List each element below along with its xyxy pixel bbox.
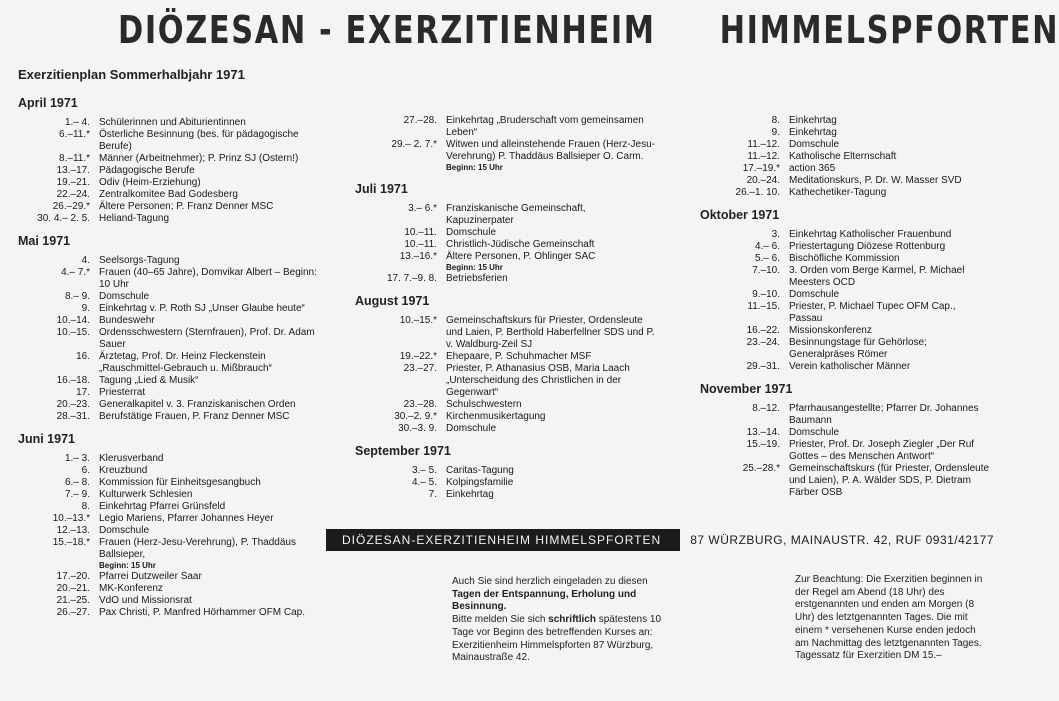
entry-date: 10.–15. xyxy=(56,327,90,338)
entry-date: 10.–15.* xyxy=(399,315,437,326)
entry-date: 29.–31. xyxy=(746,361,780,372)
schedule-entry xyxy=(18,177,318,189)
entry-event xyxy=(99,525,318,537)
schedule-entry xyxy=(18,501,318,513)
entry-event-text: Meditationskurs, P. Dr. W. Masser SVD xyxy=(789,175,962,186)
entry-event-text: Kreuzbund xyxy=(99,465,148,476)
entry-date: 26.–1. 10. xyxy=(735,187,780,198)
entry-date: 9.–10. xyxy=(752,289,780,300)
entry-event-text: Gemeinschaftskurs für Priester, Ordensleute und Laien, P. Berthold Haberfellner SDS und P. v. Waldburg-Zeil SJ xyxy=(446,315,655,350)
entry-date: 17.–20. xyxy=(56,571,90,582)
entry-date: 3. xyxy=(771,229,780,240)
entry-date: 11.–12. xyxy=(747,151,780,162)
entry-event xyxy=(789,301,990,325)
entry-event xyxy=(99,165,318,177)
schedule-entry xyxy=(700,325,990,337)
entry-event xyxy=(446,239,655,251)
entry-event-text: Schülerinnen und Abiturientinnen xyxy=(99,117,246,128)
entry-date: 30.–2. 9.* xyxy=(394,411,437,422)
schedule-entry xyxy=(700,427,990,439)
entry-event xyxy=(789,187,990,199)
entry-date: 9. xyxy=(771,127,780,138)
entry-date: 4.– 6. xyxy=(754,241,780,252)
schedule-entry xyxy=(700,265,990,289)
entry-date: 8. xyxy=(81,501,90,512)
schedule-entry xyxy=(355,363,655,399)
entry-event xyxy=(99,411,318,423)
schedule-entry xyxy=(18,607,318,619)
entry-note: Beginn: 15 Uhr xyxy=(446,163,503,172)
entry-event-text: Heliand-Tagung xyxy=(99,213,170,224)
entry-date: 4.– 7.* xyxy=(61,267,90,278)
entry-event-text: Tagung „Lied & Musik“ xyxy=(99,375,199,386)
schedule-column-3 xyxy=(700,115,990,499)
entry-event xyxy=(789,151,990,163)
entry-date: 7.– 9. xyxy=(64,489,90,500)
entry-event xyxy=(789,127,990,139)
entry-event-text: VdO und Missionsrat xyxy=(99,595,192,606)
schedule-entry xyxy=(18,513,318,525)
entry-event-text: Domschule xyxy=(446,423,497,434)
entry-event xyxy=(99,537,318,571)
entry-date: 6.– 8. xyxy=(64,477,90,488)
entry-event xyxy=(789,229,990,241)
schedule-column-2 xyxy=(355,115,655,501)
entry-event-text: Witwen und alleinstehende Frauen (Herz-Jesu-Verehrung) P. Thaddäus Ballsieper O. Carm. xyxy=(446,139,655,162)
schedule-entry xyxy=(355,465,655,477)
entry-date: 22.–24. xyxy=(56,189,90,200)
entry-event-text: Kulturwerk Schlesien xyxy=(99,489,193,500)
schedule-entry xyxy=(700,187,990,199)
schedule-entry xyxy=(700,463,990,499)
entry-event xyxy=(446,411,655,423)
entry-event xyxy=(99,453,318,465)
entry-event xyxy=(99,327,318,351)
invitation-text xyxy=(452,576,678,665)
entry-event xyxy=(446,273,655,285)
schedule-entry xyxy=(18,201,318,213)
entry-date: 28.–31. xyxy=(56,411,90,422)
schedule-entry xyxy=(18,117,318,129)
entry-date: 23.–28. xyxy=(403,399,437,410)
entry-event xyxy=(99,267,318,291)
schedule-entry xyxy=(700,337,990,361)
schedule-entry xyxy=(700,175,990,187)
entry-event xyxy=(99,595,318,607)
entry-date: 8.–11.* xyxy=(59,153,90,164)
entry-event xyxy=(789,253,990,265)
schedule-entry xyxy=(355,115,655,139)
entry-event xyxy=(99,387,318,399)
entry-event xyxy=(99,189,318,201)
entry-event xyxy=(446,251,655,273)
schedule-entry xyxy=(700,115,990,127)
schedule-entry xyxy=(18,327,318,351)
entry-date: 7.–10. xyxy=(752,265,780,276)
schedule-entry xyxy=(355,489,655,501)
entry-event xyxy=(99,201,318,213)
entry-event xyxy=(446,399,655,411)
entry-event xyxy=(446,465,655,477)
schedule-entry xyxy=(18,153,318,165)
entry-date: 7. xyxy=(428,489,437,500)
schedule-entry xyxy=(18,375,318,387)
entry-date: 13.–17. xyxy=(56,165,90,176)
schedule-entry xyxy=(18,267,318,291)
entry-date: 26.–27. xyxy=(56,607,90,618)
entry-event xyxy=(446,139,655,173)
entry-event-text: Ärztetag, Prof. Dr. Heinz Fleckenstein „Rauschmittel-Gebrauch u. Mißbrauch“ xyxy=(99,351,272,374)
schedule-entry xyxy=(18,477,318,489)
entry-event xyxy=(789,265,990,289)
entry-date: 11.–12. xyxy=(747,139,780,150)
title-left: DIÖZESAN - EXERZITIENHEIM xyxy=(118,8,656,52)
entry-event-text: Franziskanische Gemeinschaft, Kapuzinerpater xyxy=(446,203,586,226)
schedule-entry xyxy=(18,315,318,327)
entry-event-text: Priester, Prof. Dr. Joseph Ziegler „Der Ruf Gottes – des Menschen Antwort“ xyxy=(789,439,975,462)
page-title xyxy=(118,8,1059,58)
entry-event xyxy=(789,241,990,253)
entry-date: 16.–18. xyxy=(56,375,90,386)
schedule-entry xyxy=(18,571,318,583)
entry-date: 1.– 4. xyxy=(64,117,90,128)
schedule-entry xyxy=(700,301,990,325)
schedule-entry xyxy=(18,453,318,465)
entry-event-text: Missionskonferenz xyxy=(789,325,872,336)
schedule-entry xyxy=(355,477,655,489)
entry-event-text: Pax Christi, P. Manfred Hörhammer OFM Cap. xyxy=(99,607,305,618)
entry-event-text: Domschule xyxy=(789,289,840,300)
schedule-entry xyxy=(18,583,318,595)
entry-event-text: Priester, P. Michael Tupec OFM Cap., Passau xyxy=(789,301,956,324)
entry-event xyxy=(789,163,990,175)
schedule-entry xyxy=(18,387,318,399)
registration-highlight: schriftlich xyxy=(548,614,596,626)
entry-event xyxy=(446,351,655,363)
schedule-entry xyxy=(18,291,318,303)
entry-date: 17. 7.–9. 8. xyxy=(386,273,437,284)
month-heading: Mai 1971 xyxy=(18,234,71,248)
schedule-entry xyxy=(355,139,655,173)
entry-event xyxy=(446,477,655,489)
entry-date: 5.– 6. xyxy=(754,253,780,264)
schedule-entry xyxy=(355,315,655,351)
entry-event-text: Ältere Personen; P. Franz Denner MSC xyxy=(99,201,274,212)
entry-note: Beginn: 15 Uhr xyxy=(99,561,156,570)
schedule-entry xyxy=(18,351,318,375)
entry-date: 20.–23. xyxy=(56,399,90,410)
entry-event-text: Domschule xyxy=(99,291,150,302)
entry-event-text: Priester, P. Athanasius OSB, Maria Laach „Unterscheidung des Christlichen in der Gegenwart“ xyxy=(446,363,630,398)
entry-event-text: Pfarrei Dutzweiler Saar xyxy=(99,571,202,582)
entry-event-text: Odiv (Heim-Erziehung) xyxy=(99,177,201,188)
month-heading: Juni 1971 xyxy=(18,432,75,446)
entry-event-text: Priestertagung Diözese Rottenburg xyxy=(789,241,946,252)
entry-event xyxy=(99,399,318,411)
entry-date: 6. xyxy=(81,465,90,476)
schedule-entry xyxy=(18,303,318,315)
entry-event-text: Berufstätige Frauen, P. Franz Denner MSC xyxy=(99,411,290,422)
schedule-entry xyxy=(700,439,990,463)
entry-event-text: Kolpingsfamilie xyxy=(446,477,514,488)
entry-date: 30.–3. 9. xyxy=(398,423,437,434)
entry-event-text: Katholische Elternschaft xyxy=(789,151,897,162)
entry-event-text: Caritas-Tagung xyxy=(446,465,514,476)
entry-event-text: Domschule xyxy=(789,427,840,438)
schedule-entry xyxy=(18,129,318,153)
entry-event xyxy=(99,571,318,583)
entry-event-text: Betriebsferien xyxy=(446,273,508,284)
entry-date: 8.–12. xyxy=(752,403,780,414)
entry-event-text: Frauen (Herz-Jesu-Verehrung), P. Thaddäus Ballsieper, xyxy=(99,537,296,560)
entry-date: 23.–24. xyxy=(746,337,780,348)
entry-date: 3.– 5. xyxy=(411,465,437,476)
entry-event xyxy=(99,583,318,595)
entry-event xyxy=(99,315,318,327)
entry-event-text: Einkehrtag Pfarrei Grünsfeld xyxy=(99,501,226,512)
entry-event-text: Pfarrhausangestellte; Pfarrer Dr. Johannes Baumann xyxy=(789,403,979,426)
entry-event xyxy=(99,465,318,477)
entry-event-text: Zentralkomitee Bad Godesberg xyxy=(99,189,238,200)
entry-event-text: Ordensschwestern (Sternfrauen), Prof. Dr. Adam Sauer xyxy=(99,327,315,350)
entry-date: 10.–11. xyxy=(404,227,437,238)
entry-date: 13.–14. xyxy=(746,427,780,438)
invitation-highlight: Tagen der Entspannung, Erholung und Besinnung. xyxy=(452,588,637,613)
entry-date: 16.–22. xyxy=(746,325,780,336)
schedule-entry xyxy=(355,411,655,423)
entry-event xyxy=(99,129,318,153)
entry-date: 15.–19. xyxy=(746,439,780,450)
banner-house-name: DIÖZESAN-EXERZITIENHEIM HIMMELSPFORTEN xyxy=(326,529,680,551)
entry-date: 8.– 9. xyxy=(64,291,90,302)
schedule-entry xyxy=(18,537,318,571)
schedule-entry xyxy=(700,163,990,175)
entry-event xyxy=(99,477,318,489)
entry-date: 25.–28.* xyxy=(742,463,780,474)
entry-date: 30. 4.– 2. 5. xyxy=(37,213,90,224)
entry-event xyxy=(789,439,990,463)
entry-event xyxy=(789,139,990,151)
entry-event xyxy=(99,255,318,267)
entry-date: 17.–19.* xyxy=(742,163,780,174)
entry-event xyxy=(99,501,318,513)
entry-event-text: Priesterrat xyxy=(99,387,146,398)
entry-event xyxy=(99,513,318,525)
entry-event xyxy=(99,489,318,501)
entry-event-text: Gemeinschaftskurs (für Priester, Ordensleute und Laien), P. A. Wälder SDS, P. Dietram Färber OSB xyxy=(789,463,990,498)
entry-date: 3.– 6.* xyxy=(408,203,437,214)
schedule-entry xyxy=(18,411,318,423)
entry-event xyxy=(99,117,318,129)
entry-event-text: Kathechetiker-Tagung xyxy=(789,187,887,198)
schedule-entry xyxy=(700,241,990,253)
entry-date: 13.–16.* xyxy=(399,251,437,262)
entry-date: 12.–13. xyxy=(56,525,90,536)
entry-event-text: Ehepaare, P. Schuhmacher MSF xyxy=(446,351,592,362)
entry-event-text: Schulschwestern xyxy=(446,399,522,410)
entry-event xyxy=(99,607,318,619)
entry-date: 8. xyxy=(771,115,780,126)
entry-event-text: Generalkapitel v. 3. Franziskanischen Orden xyxy=(99,399,296,410)
entry-event-text: Christlich-Jüdische Gemeinschaft xyxy=(446,239,595,250)
entry-date: 19.–22.* xyxy=(399,351,437,362)
entry-event-text: Besinnungstage für Gehörlose; Generalpräses Römer xyxy=(789,337,927,360)
schedule-entry xyxy=(18,525,318,537)
entry-event xyxy=(789,361,990,373)
entry-event xyxy=(446,315,655,351)
entry-event-text: Einkehrtag „Bruderschaft vom gemeinsamen Leben“ xyxy=(446,115,644,138)
registration-intro: Bitte melden Sie sich xyxy=(452,614,549,626)
entry-event xyxy=(789,337,990,361)
entry-event-text: Frauen (40–65 Jahre), Domvikar Albert – Beginn: 10 Uhr xyxy=(99,267,317,290)
entry-event-text: Domschule xyxy=(99,525,150,536)
entry-event-text: Bundeswehr xyxy=(99,315,155,326)
entry-event xyxy=(99,303,318,315)
entry-date: 1.– 3. xyxy=(64,453,90,464)
schedule-entry xyxy=(18,595,318,607)
banner-address: 87 WÜRZBURG, MAINAUSTR. 42, RUF 0931/42177 xyxy=(690,533,994,547)
entry-date: 21.–25. xyxy=(56,595,90,606)
entry-date: 4. xyxy=(81,255,90,266)
entry-event-text: Domschule xyxy=(789,139,840,150)
entry-event xyxy=(446,363,655,399)
entry-date: 20.–21. xyxy=(56,583,90,594)
schedule-entry xyxy=(355,227,655,239)
entry-event xyxy=(99,177,318,189)
schedule-entry xyxy=(355,423,655,435)
entry-date: 26.–29.* xyxy=(52,201,90,212)
entry-event xyxy=(446,203,655,227)
entry-date: 20.–24. xyxy=(746,175,780,186)
entry-event xyxy=(446,115,655,139)
entry-event-text: Einkehrtag xyxy=(446,489,494,500)
entry-date: 10.–14. xyxy=(56,315,90,326)
entry-event xyxy=(789,463,990,499)
month-heading: Juli 1971 xyxy=(355,182,408,196)
entry-event-text: Legio Mariens, Pfarrer Johannes Heyer xyxy=(99,513,274,524)
entry-event-text: Kommission für Einheitsgesangbuch xyxy=(99,477,261,488)
title-right: HIMMELSPFORTEN xyxy=(719,8,1059,52)
schedule-entry xyxy=(700,151,990,163)
entry-date: 10.–13.* xyxy=(52,513,90,524)
entry-event xyxy=(99,375,318,387)
schedule-entry xyxy=(18,399,318,411)
schedule-entry xyxy=(700,289,990,301)
entry-event-text: Bischöfliche Kommission xyxy=(789,253,900,264)
entry-event-text: Einkehrtag Katholischer Frauenbund xyxy=(789,229,952,240)
entry-date: 15.–18.* xyxy=(52,537,90,548)
schedule-entry xyxy=(700,361,990,373)
schedule-entry xyxy=(355,273,655,285)
schedule-entry xyxy=(355,239,655,251)
entry-event-text: Österliche Besinnung (bes. für pädagogische Berufe) xyxy=(99,129,299,152)
entry-event xyxy=(789,427,990,439)
month-heading: September 1971 xyxy=(355,444,451,458)
month-heading: Oktober 1971 xyxy=(700,208,780,222)
address-banner xyxy=(326,529,994,551)
entry-event-text: action 365 xyxy=(789,163,836,174)
page-subtitle: Exerzitienplan Sommerhalbjahr 1971 xyxy=(18,67,245,82)
schedule-entry xyxy=(355,399,655,411)
schedule-entry xyxy=(700,127,990,139)
entry-date: 9. xyxy=(81,303,90,314)
entry-event xyxy=(99,213,318,225)
registration-details: spätestens 10 Tage vor Beginn des betreffenden Kurses an: Exerzitienheim Himmelspforten 87 Würzburg, Mainaustraße 42. xyxy=(452,614,662,664)
entry-event-text: Pädagogische Berufe xyxy=(99,165,195,176)
entry-date: 6.–11.* xyxy=(59,129,90,140)
schedule-entry xyxy=(18,189,318,201)
entry-date: 17. xyxy=(76,387,90,398)
entry-event-text: Ältere Personen, P. Ohlinger SAC xyxy=(446,251,596,262)
schedule-entry xyxy=(700,403,990,427)
entry-event-text: Kirchenmusikertagung xyxy=(446,411,546,422)
schedule-entry xyxy=(18,213,318,225)
entry-event xyxy=(99,153,318,165)
entry-date: 16. xyxy=(76,351,90,362)
entry-note: Beginn: 15 Uhr xyxy=(446,263,503,272)
entry-date: 27.–28. xyxy=(403,115,437,126)
entry-date: 23.–27. xyxy=(403,363,437,374)
schedule-entry xyxy=(700,229,990,241)
entry-event xyxy=(446,489,655,501)
month-heading: November 1971 xyxy=(700,382,793,396)
entry-event-text: MK-Konferenz xyxy=(99,583,163,594)
entry-event xyxy=(446,423,655,435)
entry-event-text: Klerusverband xyxy=(99,453,164,464)
entry-event-text: Einkehrtag xyxy=(789,127,837,138)
month-heading: April 1971 xyxy=(18,96,78,110)
schedule-entry xyxy=(18,165,318,177)
invitation-intro: Auch Sie sind herzlich eingeladen zu diesen xyxy=(452,576,648,587)
schedule-entry xyxy=(355,203,655,227)
entry-date: 4.– 5. xyxy=(411,477,437,488)
entry-event-text: Verein katholischer Männer xyxy=(789,361,911,372)
schedule-entry xyxy=(355,351,655,363)
schedule-entry xyxy=(18,489,318,501)
entry-event-text: Domschule xyxy=(446,227,497,238)
entry-event-text: Einkehrtag xyxy=(789,115,837,126)
entry-event xyxy=(789,175,990,187)
schedule-entry xyxy=(18,465,318,477)
notice-text: Zur Beachtung: Die Exerzitien beginnen in der Regel am Abend (18 Uhr) des erstgenannten und enden am Morgen (8 Uhr) des letztgenannten Tages. Die mit einem * versehenen Kurse enden jedoch am Nachmittag des letztgenannten Tages. Tagessatz für Exerzitien DM 15.– xyxy=(795,574,983,662)
entry-event xyxy=(789,403,990,427)
entry-event xyxy=(789,325,990,337)
entry-event-text: Einkehrtag v. P. Roth SJ „Unser Glaube heute“ xyxy=(99,303,305,314)
entry-event-text: Seelsorgs-Tagung xyxy=(99,255,180,266)
month-heading: August 1971 xyxy=(355,294,430,308)
entry-event xyxy=(99,351,318,375)
entry-event xyxy=(789,115,990,127)
entry-event-text: 3. Orden vom Berge Karmel, P. Michael Meesters OCD xyxy=(789,265,965,288)
schedule-entry xyxy=(700,139,990,151)
entry-date: 11.–15. xyxy=(747,301,780,312)
schedule-column-1 xyxy=(18,96,318,619)
entry-event xyxy=(446,227,655,239)
entry-date: 19.–21. xyxy=(56,177,90,188)
entry-event-text: Männer (Arbeitnehmer); P. Prinz SJ (Ostern!) xyxy=(99,153,299,164)
schedule-entry xyxy=(18,255,318,267)
schedule-entry xyxy=(355,251,655,273)
entry-date: 29.– 2. 7.* xyxy=(391,139,437,150)
entry-event xyxy=(789,289,990,301)
entry-date: 10.–11. xyxy=(404,239,437,250)
entry-event xyxy=(99,291,318,303)
schedule-entry xyxy=(700,253,990,265)
